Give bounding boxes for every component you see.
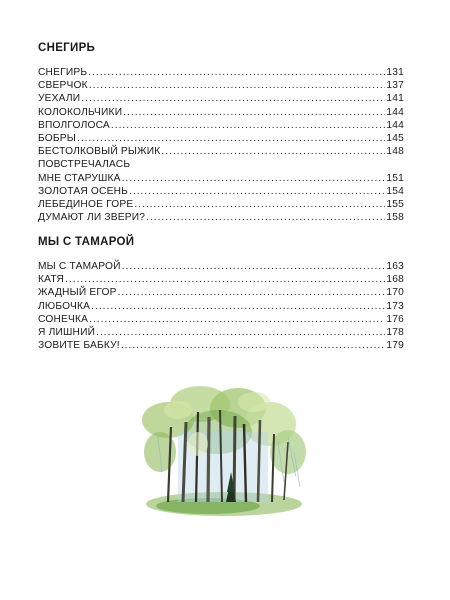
toc-entry[interactable] <box>38 198 404 211</box>
toc-entry-page: 144 <box>386 106 404 118</box>
toc-entry-title: ЛЕБЕДИНОЕ ГОРЕ <box>38 198 134 210</box>
section-title: МЫ С ТАМАРОЙ <box>38 236 135 248</box>
toc-entry-page: 151 <box>386 172 404 184</box>
toc-entry-title: ЛЮБОЧКА <box>38 300 91 312</box>
toc-entry-page: 158 <box>386 212 404 224</box>
toc-entry-title: ВПОЛГОЛОСА <box>38 119 110 131</box>
toc-entry-title: ЗОВИТЕ БАБКУ! <box>38 340 120 352</box>
toc-leader <box>161 145 385 158</box>
toc-entry-title: УЕХАЛИ <box>38 93 81 105</box>
section-snegir <box>38 40 404 224</box>
toc-entry-title: ПОВСТРЕЧАЛАСЬ <box>38 159 131 171</box>
toc-entry[interactable] <box>38 260 404 273</box>
section-title: СНЕГИРЬ <box>38 42 96 54</box>
section-my-s-tamaroy <box>38 234 404 352</box>
toc-leader <box>77 132 385 145</box>
toc-list <box>38 260 404 352</box>
toc-entry[interactable] <box>38 79 404 92</box>
toc-entry-title: БЕСТОЛКОВЫЙ РЫЖИК <box>38 146 161 158</box>
toc-leader <box>88 66 385 79</box>
toc-leader <box>111 119 385 132</box>
toc-leader <box>122 260 386 273</box>
toc-leader <box>81 92 385 105</box>
toc-entry-page: 145 <box>386 132 404 144</box>
toc-entry-page: 141 <box>386 93 404 105</box>
toc-entry-page: 148 <box>386 146 404 158</box>
toc-entry[interactable] <box>38 66 404 79</box>
toc-entry-title: БОБРЫ <box>38 132 76 144</box>
toc-entry[interactable] <box>38 185 404 198</box>
toc-entry[interactable] <box>38 300 404 313</box>
toc-leader <box>134 198 385 211</box>
toc-entry-page: 154 <box>386 185 404 197</box>
toc-entry-title: ЖАДНЫЙ ЕГОР <box>38 287 117 299</box>
toc-entry[interactable] <box>38 145 404 158</box>
toc-entry[interactable] <box>38 326 404 339</box>
toc-leader <box>91 300 385 313</box>
toc-leader <box>89 79 386 92</box>
toc-entry[interactable] <box>38 158 404 171</box>
toc-entry[interactable] <box>38 339 404 352</box>
toc-list <box>38 66 404 224</box>
toc-entry[interactable] <box>38 92 404 105</box>
toc-entry-title: ДУМАЮТ ЛИ ЗВЕРИ? <box>38 212 146 224</box>
toc-leader <box>89 313 385 326</box>
toc-leader <box>121 339 386 352</box>
toc-entry[interactable] <box>38 132 404 145</box>
toc-entry-page: 131 <box>386 67 404 78</box>
toc-leader <box>129 185 385 198</box>
tree-grove-illustration <box>138 382 308 527</box>
toc-entry-page: 170 <box>386 287 404 299</box>
toc-entry-page: 137 <box>386 80 404 92</box>
toc-entry-page: 173 <box>386 300 404 312</box>
toc-entry-page: 144 <box>386 119 404 131</box>
toc-entry-page: 168 <box>386 274 404 286</box>
toc-leader <box>123 106 385 119</box>
toc-entry-title: Я ЛИШНИЙ <box>38 326 96 338</box>
toc-entry[interactable] <box>38 172 404 185</box>
toc-entry-page: 163 <box>386 261 404 272</box>
toc-entry[interactable] <box>38 211 404 224</box>
toc-entry-title: КОЛОКОЛЬЧИКИ <box>38 106 123 118</box>
toc-entry-title: МЫ С ТАМАРОЙ <box>38 261 121 272</box>
toc-entry[interactable] <box>38 313 404 326</box>
toc-entry[interactable] <box>38 286 404 299</box>
toc-entry-page: 155 <box>386 198 404 210</box>
toc-entry-page: 176 <box>386 313 404 325</box>
toc-leader <box>96 326 385 339</box>
toc-entry-page: 178 <box>386 326 404 338</box>
toc-entry-title: КАТЯ <box>38 274 65 286</box>
toc-entry-title: МНЕ СТАРУШКА <box>38 172 121 184</box>
toc-entry-title: СНЕГИРЬ <box>38 67 88 78</box>
toc-entry-title: ЗОЛОТАЯ ОСЕНЬ <box>38 185 129 197</box>
toc-leader <box>146 211 385 224</box>
toc-entry-title: СВЕРЧОК <box>38 80 88 92</box>
toc-leader <box>118 286 386 299</box>
toc-entry[interactable] <box>38 119 404 132</box>
toc-leader <box>65 273 385 286</box>
toc-entry[interactable] <box>38 106 404 119</box>
toc-entry[interactable] <box>38 273 404 286</box>
toc-leader <box>122 172 386 185</box>
toc-entry-page: 179 <box>386 340 404 352</box>
toc-entry-title: СОНЕЧКА <box>38 313 89 325</box>
